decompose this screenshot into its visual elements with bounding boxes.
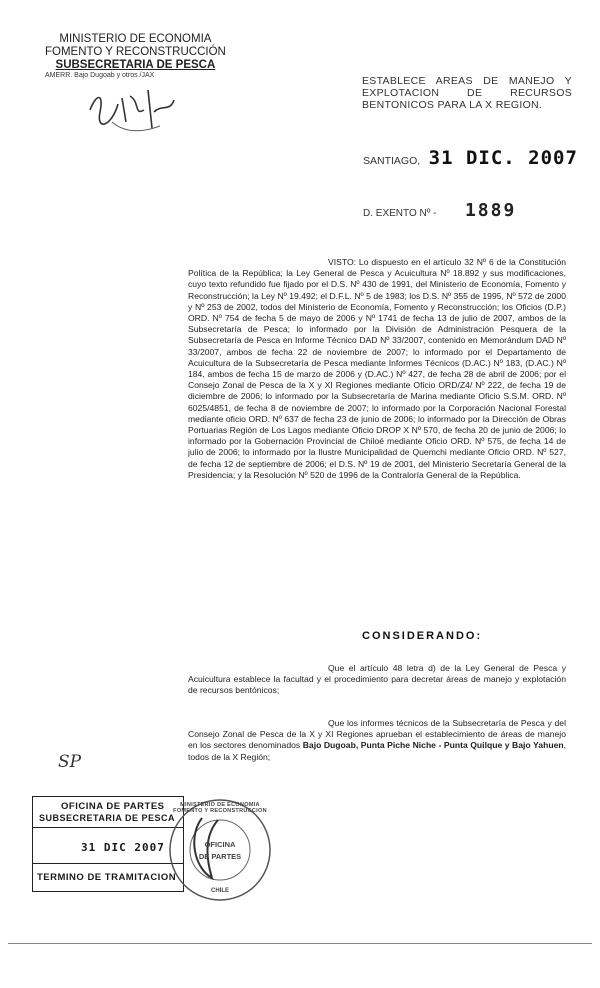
office-stamp (32, 796, 184, 892)
reference-note: AMERR. Bajo Dugoab y otros /JAX (45, 72, 155, 79)
footer-rule (8, 943, 592, 944)
decree-date: 31 DIC. 2007 (428, 147, 578, 169)
letterhead (45, 33, 226, 79)
seal-center-line1: OFICINA (204, 840, 236, 849)
considerando-2-prefix: Que los informes técnicos de la Subsecretaría de Pesca y del Consejo Zonal de Pesca de la X y XI Regiones aprueban el establecimiento de áreas de manejo en los sectores denominados (188, 718, 566, 751)
considerando-1: Que el artículo 48 letra d) de la Ley General de Pesca y Acuicultura establece la facultad y el procedimiento para decretar áreas de manejo y explotación de recursos bentónicos; (188, 663, 566, 696)
decree-number-line (363, 200, 516, 221)
considerando-2-suffix: , todos de la X Región; (188, 740, 566, 762)
office-stamp-title: OFICINA DE PARTES (61, 801, 165, 812)
decree-subject: ESTABLECE AREAS DE MANEJO Y EXPLOTACION DE RECURSOS BENTONICOS PARA LA X REGION. (362, 75, 572, 111)
decree-number: 1889 (464, 200, 517, 221)
city: SANTIAGO, (363, 155, 421, 167)
considerando-heading: CONSIDERANDO: (362, 630, 483, 642)
place-date (363, 147, 578, 169)
considerando-2 (188, 718, 566, 763)
ministry-name-line2: FOMENTO Y RECONSTRUCCIÓN (45, 46, 226, 58)
office-stamp-subtitle: SUBSECRETARIA DE PESCA (39, 813, 176, 823)
visto-paragraph: VISTO: Lo dispuesto en el artículo 32 Nº 6 de la Constitución Política de la República; la Ley General de Pesca y Acuicultura Nº 18.892 y sus modificaciones, cuyo texto refundido fue fijado por el D.S. Nº 430 de 1991, del Ministerio de Economía, Fomento y Reconstrucción; la Ley Nº 19.492; el D.F.L. Nº 5 de 1983; los D.S. Nº 355 de 1995, Nº 572 de 2000 y Nº 253 de 2002, todos del Ministerio de Economía, Fomento y Reconstrucción; los Oficios (D.P.) ORD. Nº 754 de fecha 5 de mayo de 2006 y Nº 1741 de fecha 13 de julio de 2007, ambos de la Subsecretaría de Pesca; lo informado por la División de Administración Pesquera de la Subsecretaría de Pesca en Informe Técnico DAD Nº 33/2007, contenido en Memorándum DAD Nº 33/2007, ambos de fecha 22 de noviembre de 2007; lo informado por el Departamento de Acuicultura de la Subsecretaría de Pesca mediante Informes Técnicos (D.AC.) Nº 183, (D.AC.) Nº 184, ambos de fecha 15 de marzo de 2006 y (D.AC.) Nº 427, de fecha 28 de abril de 2006; por el Consejo Zonal de Pesca de la X y XI Regiones mediante Oficio ORD/Z4/ Nº 222, de fecha 19 de diciembre de 2006; lo informado por la Subsecretaría de Marina mediante Oficio S.S.M. ORD. Nº 6025/4851, de fecha 8 de noviembre de 2007; lo informado por la Corporación Nacional Forestal mediante oficio ORD. Nº 637 de fecha 23 de junio de 2006; lo informado por la Dirección de Obras Portuarias Región de Los Lagos mediante Oficio DROP X Nº 570, de fecha 20 de junio de 2006; lo informado por la Gobernación Provincial de Chiloé mediante Oficio ORD. Nº 575, de fecha 14 de julio de 2006; lo informado por la Ilustre Municipalidad de Quemchi mediante Oficio ORD. Nº 527, de fecha 12 de septiembre de 2006; el D.S. Nº 19 de 2001, del Ministerio Secretaría General de la Presidencia; y la Resolución Nº 520 de 1996 de la Contraloría General de la República. (188, 257, 566, 480)
office-stamp-footer: TERMINO DE TRAMITACION (37, 872, 177, 883)
decree-label: D. EXENTO Nº - (363, 208, 437, 219)
subsecretaria-name: SUBSECRETARIA DE PESCA (55, 59, 216, 71)
seal-bottom-text: CHILE (211, 888, 229, 894)
seal-center-line2: DE PARTES (198, 852, 242, 861)
ministry-name: MINISTERIO DE ECONOMIA (59, 33, 212, 45)
seal-outer-text: MINISTERIO DE ECONOMIA FOMENTO Y RECONSTRUCCION (173, 802, 267, 814)
initials-signature (82, 82, 182, 142)
sector-names: Bajo Dugoab, Punta Piche Niche - Punta Quilque y Bajo Yahuen (302, 740, 564, 751)
office-stamp-date: 31 DIC 2007 (81, 841, 165, 854)
ministry-seal (166, 796, 274, 904)
margin-note: SP (58, 752, 82, 772)
